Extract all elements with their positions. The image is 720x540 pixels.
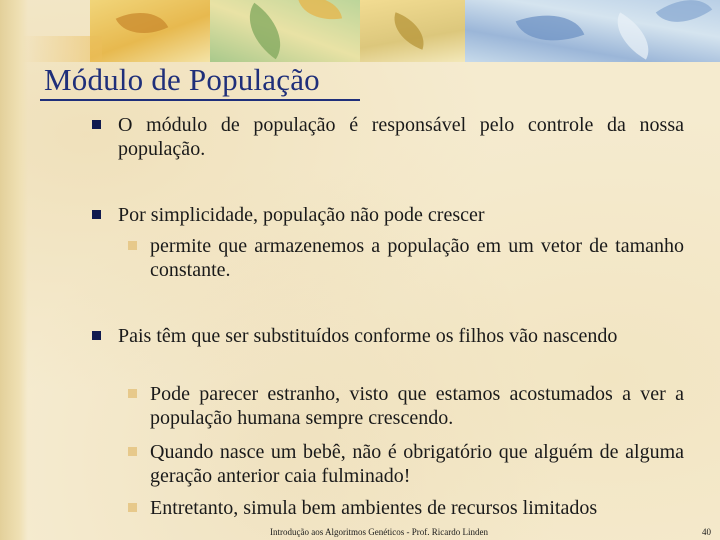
bullet-text-2: Por simplicidade, população não pode crescer	[118, 204, 485, 226]
sub-bullet-icon	[128, 447, 137, 456]
sub-bullet-icon	[128, 503, 137, 512]
sub-bullet-icon	[128, 389, 137, 398]
sub-bullet-text: permite que armazenemos a população em um vetor de tamanho constante.	[150, 235, 684, 281]
sub-bullet-text: Entretanto, simula bem ambientes de recursos limitados	[150, 497, 598, 519]
slide-footer: Introdução aos Algoritmos Genéticos - Prof. Ricardo Linden	[270, 527, 488, 537]
bullet-icon	[92, 120, 101, 129]
sub-bullet-text: Pode parecer estranho, visto que estamos acostumados a ver a população humana sempre crescendo.	[150, 383, 684, 429]
bullet-icon	[92, 210, 101, 219]
page-number: 40	[702, 527, 711, 537]
slide-title: Módulo de População	[44, 62, 320, 97]
bullet-icon	[92, 331, 101, 340]
bullet-text-3: Pais têm que ser substituídos conforme os filhos vão nascendo	[118, 325, 618, 347]
bullet-text-1: O módulo de população é responsável pelo controle da nossa população.	[118, 114, 684, 160]
sub-bullet-text: Quando nasce um bebê, não é obrigatório que alguém de alguma geração anterior caia fulminado!	[150, 441, 684, 487]
sub-bullet-icon	[128, 241, 137, 250]
